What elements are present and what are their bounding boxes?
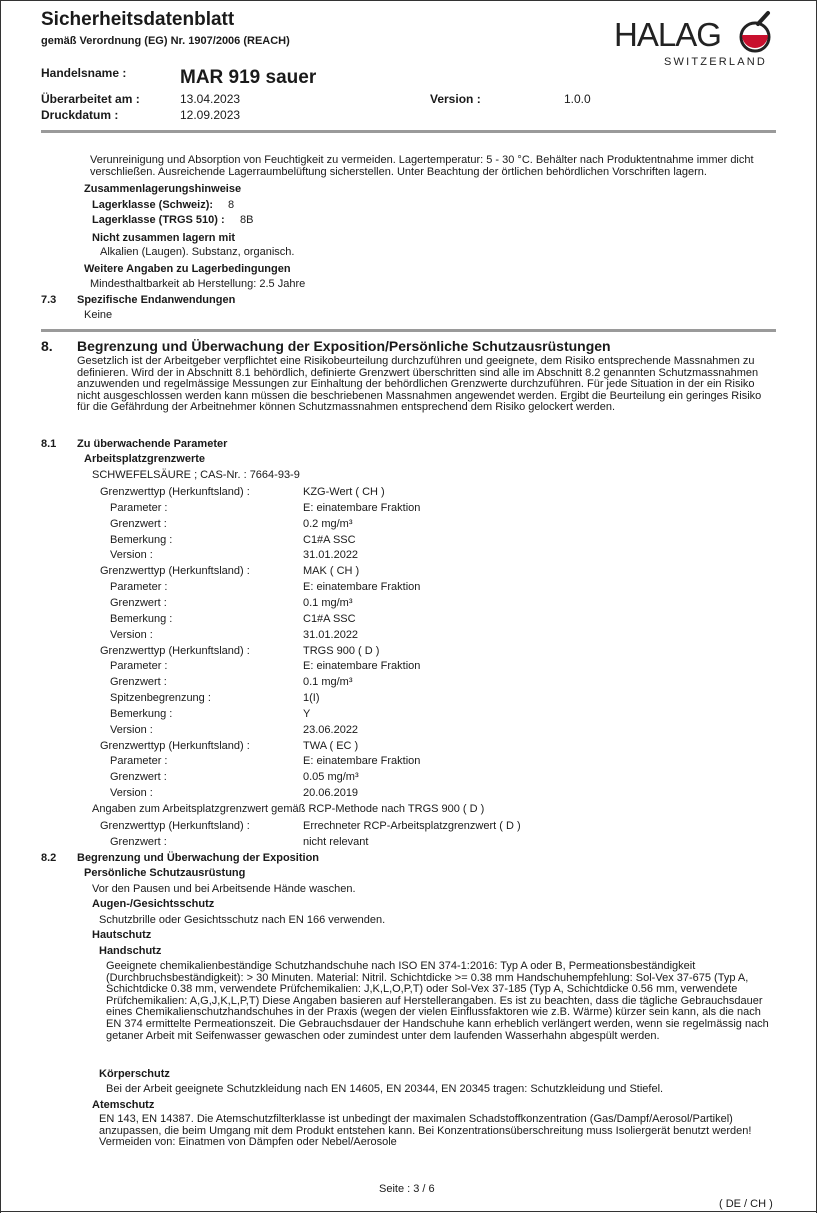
limit-row-value: E: einatembare Fraktion: [303, 581, 421, 594]
ppe-heading: Persönliche Schutzausrüstung: [84, 867, 246, 879]
limit-row-value: 0.05 mg/m³: [303, 771, 359, 784]
limit-row-value: E: einatembare Fraktion: [303, 660, 421, 673]
limit-row-value: 31.01.2022: [303, 549, 359, 562]
version-value: 1.0.0: [564, 92, 591, 106]
storage-class-trgs: 8B: [240, 214, 254, 226]
workplace-limits-heading: Arbeitsplatzgrenzwerte: [84, 453, 206, 465]
limit-row-label: Parameter :: [110, 501, 168, 514]
language-code: ( DE / CH ): [719, 1198, 773, 1210]
limit-row-value: C1#A SSC: [303, 612, 356, 625]
hand-protection-text: Geeignete chemikalienbeständige Schutzhandschuhe nach ISO EN 374-1:2016: Typ A oder B, Permeationsbeständigkeit (Durchbruchsbeständigkeit): > 30 Minuten. Material: Nitril. Schichtdicke >= 0.38 mm Handschuhempfehlung: Sol-Vex 37-675 (Typ A, Schichtdicke 0.38 mm, verwendete Prüfchemikalien: J,K,L,O,P,T) oder Sol-Vex 37-185 (Typ A, Schichtdicke 0.56 mm, verwendete Prüfchemikalien: A,G,J,K,L,P,T) Diese Angaben basieren auf Herstellerangaben. Es ist zu beachten, dass die tägliche Gebrauchsdauer eines Chemikalienschutzhandschuhes in der Praxis (wegen der vielen Einflussfaktoren wie z.B. Wärme) kürzer sein kann, als die nach EN 374 ermittelte Permeationszeit. Die Gebrauchsdauer der Handschuhe kann erheblich verlängert werden, wenn sie regelmässig nach getaner Arbeit mit Seifenwasser gewaschen oder zumindest unter dem laufenden Wasserhahn abgespült werden.: [106, 960, 769, 1042]
limit-row-label: Bemerkung :: [110, 533, 173, 546]
version-label: Version :: [430, 92, 481, 106]
limit-row-value: KZG-Wert ( CH ): [303, 486, 385, 498]
print-date-label: Druckdatum :: [41, 108, 119, 122]
document-title: Sicherheitsdatenblatt: [41, 9, 235, 30]
limit-row-label: Spitzenbegrenzung :: [110, 692, 211, 705]
limit-row-value: E: einatembare Fraktion: [303, 501, 421, 514]
limit-row-value: E: einatembare Fraktion: [303, 755, 421, 768]
respiratory-protection-heading: Atemschutz: [92, 1099, 155, 1111]
eye-protection-text: Schutzbrille oder Gesichtsschutz nach EN 166 verwenden.: [99, 914, 386, 926]
further-storage-heading: Weitere Angaben zu Lagerbedingungen: [84, 263, 291, 275]
trade-name-label: Handelsname :: [41, 66, 127, 80]
limit-row-label: Grenzwert :: [110, 676, 167, 689]
limit-row-value: nicht relevant: [303, 835, 369, 848]
section-8-number: 8.: [41, 338, 53, 354]
limit-row-value: TRGS 900 ( D ): [303, 644, 380, 657]
page-number: Seite : 3 / 6: [379, 1183, 435, 1195]
substance-name: SCHWEFELSÄURE ; CAS-Nr. : 7664-93-9: [92, 469, 300, 481]
further-storage-text: Mindesthaltbarkeit ab Herstellung: 2.5 Jahre: [90, 278, 306, 290]
limit-row-label: Grenzwert :: [110, 771, 167, 784]
limit-row-label: Parameter :: [110, 581, 168, 594]
rcp-heading: Angaben zum Arbeitsplatzgrenzwert gemäß RCP-Methode nach TRGS 900 ( D ): [92, 803, 485, 815]
limit-row-value: C1#A SSC: [303, 533, 356, 546]
limit-row-value: TWA ( EC ): [303, 739, 359, 752]
storage-class-ch: 8: [228, 199, 235, 211]
limit-row-value: 20.06.2019: [303, 787, 359, 800]
ppe-text: Vor den Pausen und bei Arbeitsende Hände waschen.: [92, 883, 356, 895]
storage-class-trgs-label: Lagerklasse (TRGS 510) :: [92, 214, 225, 226]
limit-row-label: Bemerkung :: [110, 707, 173, 720]
limit-row-value: 0.2 mg/m³: [303, 517, 353, 530]
section-7-3-number: 7.3: [41, 294, 57, 306]
section-7-3-text: Keine: [84, 309, 113, 321]
limit-row-value: 0.1 mg/m³: [303, 596, 353, 609]
halag-flask-icon: [738, 10, 774, 54]
limit-row-value: 1(I): [303, 692, 320, 705]
document-subtitle: gemäß Verordnung (EG) Nr. 1907/2006 (REACH): [41, 35, 290, 47]
not-together-text: Alkalien (Laugen). Substanz, organisch.: [100, 246, 295, 258]
respiratory-protection-text: EN 143, EN 14387. Die Atemschutzfilterklasse ist unbedingt der maximalen Schadstoffkonzentration (Gas/Dampf/Aerosol/Partikel) anzupassen, die beim Umgang mit dem Produkt entstehen kann. Bei Konzentrationsüberschreitung muss Isoliergerät benutzt werden! Vermeiden von: Einatmen von Dämpfen oder Nebel/Aerosole: [99, 1113, 752, 1149]
section-8-title: Begrenzung und Überwachung der Exposition/Persönliche Schutzausrüstungen: [77, 338, 611, 354]
storage-text: Verunreinigung und Absorption von Feuchtigkeit zu vermeiden. Lagertemperatur: 5 - 30 °C. Behälter nach Produktentnahme immer dicht verschließen. Ausreichende Lagerraumbelüftung sicherstellen. Unter Beachtung der örtlichen behördlichen Vorschriften lagern.: [90, 154, 754, 178]
limit-row-value: Y: [303, 707, 311, 720]
limit-row-label: Version :: [110, 787, 153, 800]
limit-row-label: Grenzwerttyp (Herkunftsland) :: [100, 486, 250, 498]
not-together-heading: Nicht zusammen lagern mit: [92, 232, 236, 244]
limit-row-label: Grenzwert :: [110, 596, 167, 609]
revised-label: Überarbeitet am :: [41, 92, 140, 106]
section-8-1-title: Zu überwachende Parameter: [77, 438, 228, 450]
limit-row-label: Grenzwerttyp (Herkunftsland) :: [100, 739, 250, 752]
section-7-3-title: Spezifische Endanwendungen: [77, 294, 236, 306]
limit-row-value: 31.01.2022: [303, 628, 359, 641]
limit-row-value: Errechneter RCP-Arbeitsplatzgrenzwert ( D ): [303, 820, 521, 832]
limit-row-value: 23.06.2022: [303, 723, 359, 736]
limit-row-label: Version :: [110, 628, 153, 641]
page-bottom-line: [0, 1211, 817, 1212]
section-8-1-number: 8.1: [41, 438, 57, 450]
section-8-2-title: Begrenzung und Überwachung der Exposition: [77, 852, 320, 864]
storage-class-ch-label: Lagerklasse (Schweiz):: [92, 199, 214, 211]
revised-date: 13.04.2023: [180, 92, 241, 106]
body-protection-heading: Körperschutz: [99, 1068, 170, 1080]
halag-logo-subtitle: SWITZERLAND: [664, 56, 768, 68]
limit-row-label: Grenzwert :: [110, 517, 167, 530]
section-8-2-number: 8.2: [41, 852, 57, 864]
limit-row-label: Version :: [110, 549, 153, 562]
limit-row-label: Parameter :: [110, 660, 168, 673]
limit-row-label: Parameter :: [110, 755, 168, 768]
halag-logo-text: HALAG: [614, 16, 721, 53]
section-divider: [41, 329, 776, 332]
eye-protection-heading: Augen-/Gesichtsschutz: [92, 898, 215, 910]
limit-row-label: Grenzwert :: [110, 835, 167, 848]
section-8-intro: Gesetzlich ist der Arbeitgeber verpflichtet eine Risikobeurteilung durchzuführen und geeignete, dem Risiko entsprechende Massnahmen zu definieren. Wird der in Abschnitt 8.1 behördlich, definierte Grenzwert überschritten sind alle im Abschnitt 8.2 genannten Schutzmassnahmen anzuwenden und regelmässige Messungen zur Einhaltung der behördlichen Grenzwerte durchzuführen. Für jede Situation in der ein Risiko nicht ausgeschlossen werden kann müssen die beschriebenen Massnahmen angewendet werden. Ergibt die Beurteilung ein geringes Risiko für die Gefährdung der Arbeitnehmer können Schutzmassnahmen entsprechend dem Risiko gelockert werden.: [77, 355, 762, 414]
limit-row-label: Version :: [110, 723, 153, 736]
limit-row-value: 0.1 mg/m³: [303, 676, 353, 689]
print-date: 12.09.2023: [180, 108, 241, 122]
limit-row-label: Grenzwerttyp (Herkunftsland) :: [100, 820, 250, 832]
limit-row-value: MAK ( CH ): [303, 565, 360, 578]
trade-name: MAR 919 sauer: [180, 67, 317, 88]
hand-protection-heading: Handschutz: [99, 945, 162, 957]
skin-protection-heading: Hautschutz: [92, 929, 152, 941]
limit-row-label: Grenzwerttyp (Herkunftsland) :: [100, 565, 250, 578]
limit-row-label: Bemerkung :: [110, 612, 173, 625]
combined-storage-heading: Zusammenlagerungshinweise: [84, 183, 242, 195]
header-divider: [41, 130, 776, 133]
body-protection-text: Bei der Arbeit geeignete Schutzkleidung nach EN 14605, EN 20344, EN 20345 tragen: Schutzkleidung und Stiefel.: [106, 1083, 664, 1095]
limit-row-label: Grenzwerttyp (Herkunftsland) :: [100, 644, 250, 657]
